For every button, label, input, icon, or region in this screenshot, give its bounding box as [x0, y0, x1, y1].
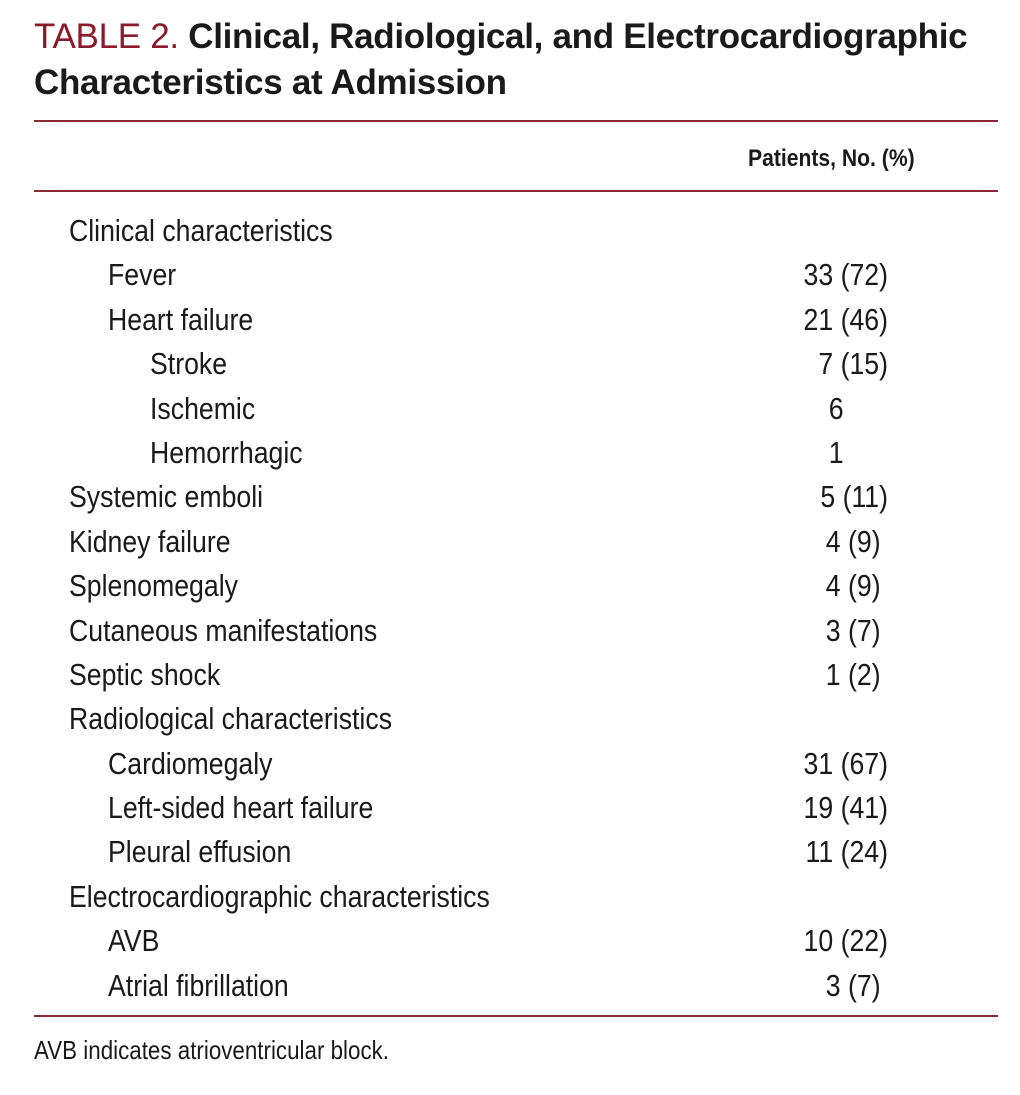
- table-row: [0, 253, 1020, 297]
- row-label: Heart failure: [108, 301, 254, 337]
- bottom-divider: [34, 1015, 998, 1017]
- table-row: [0, 875, 1020, 919]
- table-row: [0, 564, 1020, 608]
- row-value: 21 (46): [803, 301, 888, 337]
- row-value: 1: [828, 434, 888, 470]
- row-value: 1 (2): [825, 656, 888, 692]
- table-row: [0, 653, 1020, 697]
- row-label: Atrial fibrillation: [108, 967, 289, 1003]
- row-label: Clinical characteristics: [69, 213, 333, 248]
- table-row: [0, 342, 1020, 386]
- row-value: 11 (24): [805, 834, 888, 870]
- row-label: Electrocardiographic characteristics: [69, 878, 490, 914]
- table-row: [0, 964, 1020, 1008]
- row-label: Cardiomegaly: [108, 745, 273, 781]
- row-value: 7 (15): [818, 346, 888, 382]
- row-value: 31 (67): [803, 745, 888, 781]
- row-value: 33 (72): [803, 257, 888, 293]
- table-row: [0, 919, 1020, 963]
- row-value: 5 (11): [820, 479, 888, 515]
- table-row: [0, 298, 1020, 342]
- row-label: Ischemic: [150, 390, 256, 426]
- row-label: AVB: [108, 923, 160, 959]
- row-label: Cutaneous manifestations: [69, 612, 378, 648]
- row-label: Kidney failure: [69, 523, 231, 559]
- row-label: Fever: [108, 257, 177, 293]
- row-label: Radiological characteristics: [69, 701, 393, 737]
- table-row: [0, 387, 1020, 431]
- table-row: [0, 431, 1020, 475]
- table-row: [0, 830, 1020, 874]
- table-title-text: Clinical, Radiological, and Electrocardiographic Characteristics at Admission: [34, 17, 968, 102]
- row-value: 4 (9): [825, 523, 888, 559]
- row-label: Systemic emboli: [69, 479, 264, 515]
- row-value: 3 (7): [825, 967, 888, 1003]
- row-label: Splenomegaly: [69, 568, 238, 604]
- row-value: 6: [828, 390, 888, 426]
- table-row: [0, 475, 1020, 519]
- row-value: 4 (9): [825, 568, 888, 604]
- table-row: [0, 520, 1020, 564]
- table-number-label: TABLE 2.: [34, 17, 179, 56]
- table-body: [0, 209, 1020, 1008]
- column-header-patients: Patients, No. (%): [748, 145, 915, 172]
- row-value: 19 (41): [803, 790, 888, 826]
- row-value: 3 (7): [825, 612, 888, 648]
- table-footnote: AVB indicates atrioventricular block.: [34, 1035, 390, 1065]
- table-row: [0, 209, 1020, 253]
- table-row: [0, 609, 1020, 653]
- row-label: Pleural effusion: [108, 834, 292, 870]
- row-label: Septic shock: [69, 656, 221, 692]
- table-title: [34, 14, 994, 106]
- row-label: Stroke: [150, 346, 228, 382]
- table-row: [0, 697, 1020, 741]
- row-label: Hemorrhagic: [150, 434, 303, 470]
- table-row: [0, 786, 1020, 830]
- table-row: [0, 742, 1020, 786]
- top-divider: [34, 120, 998, 122]
- row-value: 10 (22): [803, 923, 888, 959]
- header-divider: [34, 190, 998, 192]
- row-label: Left-sided heart failure: [108, 790, 374, 826]
